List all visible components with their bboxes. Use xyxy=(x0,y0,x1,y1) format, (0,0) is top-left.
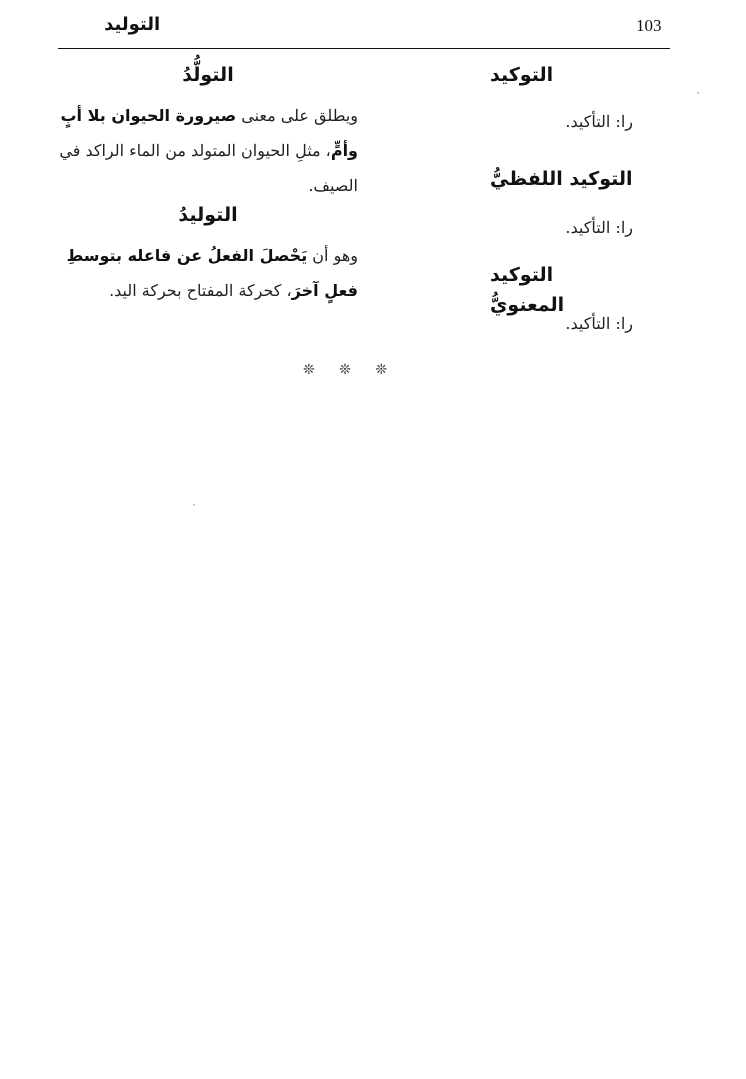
entry-taukid-lafzi xyxy=(395,164,633,194)
entry-body-wrap xyxy=(395,210,633,245)
entry-tawlid xyxy=(58,200,358,230)
entry-taukid xyxy=(395,60,633,90)
definition-key-term: يَحْصلَ الفعلُ عن فاعله بتوسطِ فعلٍ آخرَ xyxy=(66,246,358,300)
definition-rest: ، كحركة المفتاح بحركة اليد. xyxy=(109,281,292,300)
header-rule xyxy=(58,48,670,49)
section-separator: ❊ ❊ ❊ xyxy=(302,362,398,378)
entry-definition xyxy=(58,238,358,308)
running-head: التوليد xyxy=(104,14,161,35)
entry-heading: التوكيد المعنويُّ xyxy=(490,264,565,316)
definition-intro: وهو أن xyxy=(307,246,358,265)
entry-heading: التولُّدُ xyxy=(182,64,234,86)
entry-body-wrap xyxy=(395,104,633,139)
definition-intro: ويطلق على معنى xyxy=(236,106,358,125)
entry-body-wrap xyxy=(58,98,358,203)
entry-body-wrap xyxy=(395,306,633,341)
entry-heading: التوليدُ xyxy=(178,204,238,226)
scan-speck xyxy=(193,504,195,506)
entry-tawallud xyxy=(58,60,358,90)
definition-rest: ، مثلِ الحيوان المتولد من الماء الراكد في الصيف. xyxy=(59,141,358,195)
entry-body-wrap xyxy=(58,238,358,308)
page-number: 103 xyxy=(636,16,662,35)
entry-cross-reference: را: التأكيد. xyxy=(565,314,633,333)
entry-heading: التوكيد xyxy=(490,64,554,86)
entry-cross-reference: را: التأكيد. xyxy=(565,218,633,237)
scan-speck xyxy=(697,92,699,94)
definition-key-term: صيرورة الحيوان بلا أبٍ وأمٍّ xyxy=(60,106,358,160)
entry-definition xyxy=(58,98,358,203)
entry-cross-reference: را: التأكيد. xyxy=(565,112,633,131)
entry-heading: التوكيد اللفظيُّ xyxy=(490,168,633,190)
